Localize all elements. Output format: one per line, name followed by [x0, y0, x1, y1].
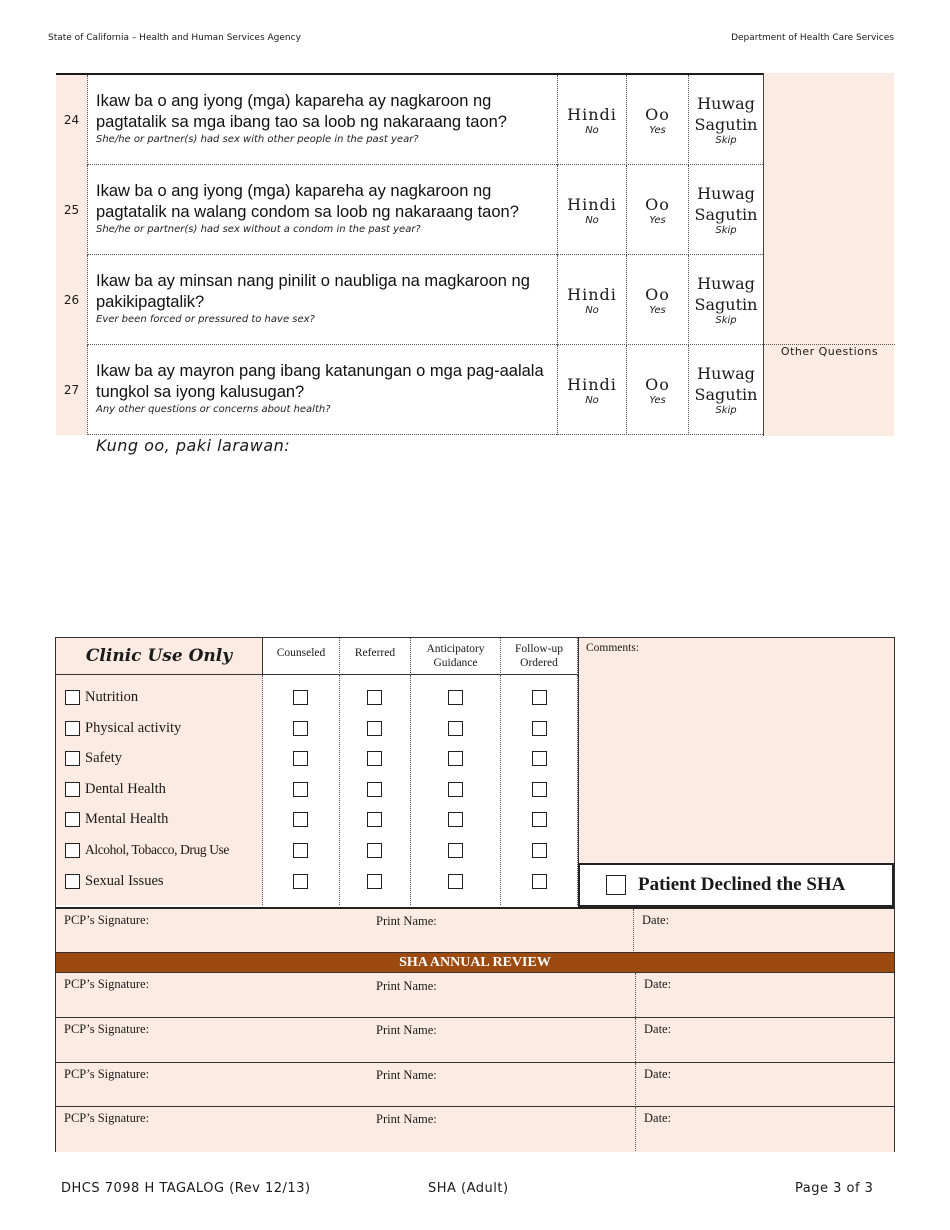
column-header-counseled: Counseled [263, 638, 340, 675]
column-header-referred: Referred [340, 638, 411, 675]
question-tagalog-line1: Ikaw ba o ang iyong (mga) kapareha ay nagkaroon ng [96, 182, 492, 200]
signature-row-review-1[interactable]: PCP’s Signature: Print Name: Date: [56, 972, 894, 1017]
checkbox-referred-physical[interactable] [367, 721, 382, 736]
comments-label: Comments: [586, 642, 640, 654]
checkbox[interactable] [65, 874, 80, 889]
checkbox[interactable] [65, 782, 80, 797]
clinic-item-sexual-issues[interactable]: Sexual Issues [65, 873, 164, 890]
checkbox-guidance-dental[interactable] [448, 782, 463, 797]
checkbox[interactable] [65, 690, 80, 705]
question-tagalog-line1: Ikaw ba o ang iyong (mga) kapareha ay nagkaroon ng [96, 92, 492, 110]
agency-header: State of California – Health and Human Services Agency [48, 33, 301, 43]
signature-row-review-4[interactable]: PCP’s Signature: Print Name: Date: [56, 1106, 894, 1152]
checkbox-counseled-safety[interactable] [293, 751, 308, 766]
column-header-follow-up-ordered: Follow-up Ordered [501, 638, 578, 675]
question-row-25 [56, 165, 763, 255]
checkbox-referred-alcohol[interactable] [367, 843, 382, 858]
question-tagalog-line1: Ikaw ba ay minsan nang pinilit o naubliga na magkaroon ng [96, 272, 530, 290]
question-tagalog-line2: pagtatalik na walang condom sa loob ng nakaraang taon? [96, 203, 519, 221]
answer-no[interactable]: Hindi No [557, 75, 626, 165]
signature-row-initial[interactable]: PCP’s Signature: Print Name: Date: [56, 907, 894, 952]
checkbox-followup-dental[interactable] [532, 782, 547, 797]
answer-yes[interactable]: Oo Yes [626, 345, 688, 435]
checkbox[interactable] [65, 843, 80, 858]
answer-skip[interactable]: Huwag Sagutin Skip [688, 255, 763, 345]
department-header: Department of Health Care Services [731, 33, 894, 43]
comments-field[interactable] [578, 638, 894, 863]
checkbox-followup-nutrition[interactable] [532, 690, 547, 705]
checkbox-referred-nutrition[interactable] [367, 690, 382, 705]
checkbox-counseled-alcohol[interactable] [293, 843, 308, 858]
question-number: 27 [56, 345, 88, 435]
answer-yes[interactable]: Oo Yes [626, 255, 688, 345]
checkbox-guidance-physical[interactable] [448, 721, 463, 736]
question-tagalog-line2: pakikipagtalik? [96, 293, 205, 311]
clinic-item-physical-activity[interactable]: Physical activity [65, 720, 181, 737]
checkbox-guidance-sexual[interactable] [448, 874, 463, 889]
patient-declined-option[interactable]: Patient Declined the SHA [578, 863, 894, 907]
answer-skip[interactable]: Huwag Sagutin Skip [688, 165, 763, 255]
question-english: Ever been forced or pressured to have sex? [96, 314, 315, 325]
page-number: Page 3 of 3 [795, 1181, 874, 1196]
checkbox-referred-safety[interactable] [367, 751, 382, 766]
checkbox-followup-alcohol[interactable] [532, 843, 547, 858]
question-tagalog-line1: Ikaw ba ay mayron pang ibang katanungan o mga pag-aalala [96, 362, 544, 380]
question-english: She/he or partner(s) had sex without a condom in the past year? [96, 224, 421, 235]
question-number: 26 [56, 255, 88, 345]
checkbox-counseled-mental[interactable] [293, 812, 308, 827]
form-id: DHCS 7098 H TAGALOG (Rev 12/13) [61, 1181, 311, 1196]
checkbox[interactable] [65, 721, 80, 736]
checkbox[interactable] [65, 751, 80, 766]
answer-no[interactable]: Hindi No [557, 345, 626, 435]
checkbox-referred-dental[interactable] [367, 782, 382, 797]
checkbox-counseled-dental[interactable] [293, 782, 308, 797]
checkbox-followup-mental[interactable] [532, 812, 547, 827]
signature-row-review-3[interactable]: PCP’s Signature: Print Name: Date: [56, 1062, 894, 1107]
annual-review-banner: SHA ANNUAL REVIEW [56, 952, 894, 972]
question-table [56, 73, 894, 436]
question-english: Any other questions or concerns about health? [96, 404, 331, 415]
signature-row-review-2[interactable]: PCP’s Signature: Print Name: Date: [56, 1017, 894, 1062]
side-column [763, 73, 894, 436]
checkbox-followup-sexual[interactable] [532, 874, 547, 889]
question-row-26 [56, 255, 763, 345]
checkbox-guidance-nutrition[interactable] [448, 690, 463, 705]
answer-skip[interactable]: Huwag Sagutin Skip [688, 75, 763, 165]
question-number: 24 [56, 75, 88, 165]
clinic-item-alcohol-tobacco-drug[interactable]: Alcohol, Tobacco, Drug Use [65, 842, 229, 858]
question-tagalog-line2: tungkol sa iyong kalusugan? [96, 383, 305, 401]
question-row-27 [56, 345, 763, 435]
checkbox-referred-mental[interactable] [367, 812, 382, 827]
describe-prompt: Kung oo, paki larawan: [96, 436, 291, 455]
patient-declined-checkbox[interactable] [606, 875, 626, 895]
answer-no[interactable]: Hindi No [557, 255, 626, 345]
question-english: She/he or partner(s) had sex with other people in the past year? [96, 134, 419, 145]
question-text [96, 91, 556, 145]
question-text [96, 271, 556, 325]
clinic-item-safety[interactable]: Safety [65, 750, 122, 767]
checkbox-guidance-mental[interactable] [448, 812, 463, 827]
clinic-use-title: Clinic Use Only [56, 638, 263, 675]
checkbox-guidance-safety[interactable] [448, 751, 463, 766]
checkbox[interactable] [65, 812, 80, 827]
checkbox-guidance-alcohol[interactable] [448, 843, 463, 858]
clinic-use-section [55, 637, 895, 1152]
clinic-item-nutrition[interactable]: Nutrition [65, 689, 138, 706]
answer-yes[interactable]: Oo Yes [626, 165, 688, 255]
checkbox-counseled-physical[interactable] [293, 721, 308, 736]
checkbox-counseled-nutrition[interactable] [293, 690, 308, 705]
clinic-item-mental-health[interactable]: Mental Health [65, 811, 168, 828]
question-text [96, 181, 556, 235]
checkbox-referred-sexual[interactable] [367, 874, 382, 889]
column-header-anticipatory-guidance: Anticipatory Guidance [411, 638, 501, 675]
form-title: SHA (Adult) [428, 1181, 509, 1196]
question-tagalog-line2: pagtatalik sa mga ibang tao sa loob ng nakaraang taon? [96, 113, 507, 131]
answer-skip[interactable]: Huwag Sagutin Skip [688, 345, 763, 435]
checkbox-followup-safety[interactable] [532, 751, 547, 766]
checkbox-counseled-sexual[interactable] [293, 874, 308, 889]
question-number: 25 [56, 165, 88, 255]
question-text [96, 361, 556, 415]
question-row-24 [56, 75, 763, 165]
clinic-item-dental-health[interactable]: Dental Health [65, 781, 166, 798]
checkbox-followup-physical[interactable] [532, 721, 547, 736]
other-questions-label: Other Questions [780, 345, 879, 358]
answer-no[interactable]: Hindi No [557, 165, 626, 255]
answer-yes[interactable]: Oo Yes [626, 75, 688, 165]
